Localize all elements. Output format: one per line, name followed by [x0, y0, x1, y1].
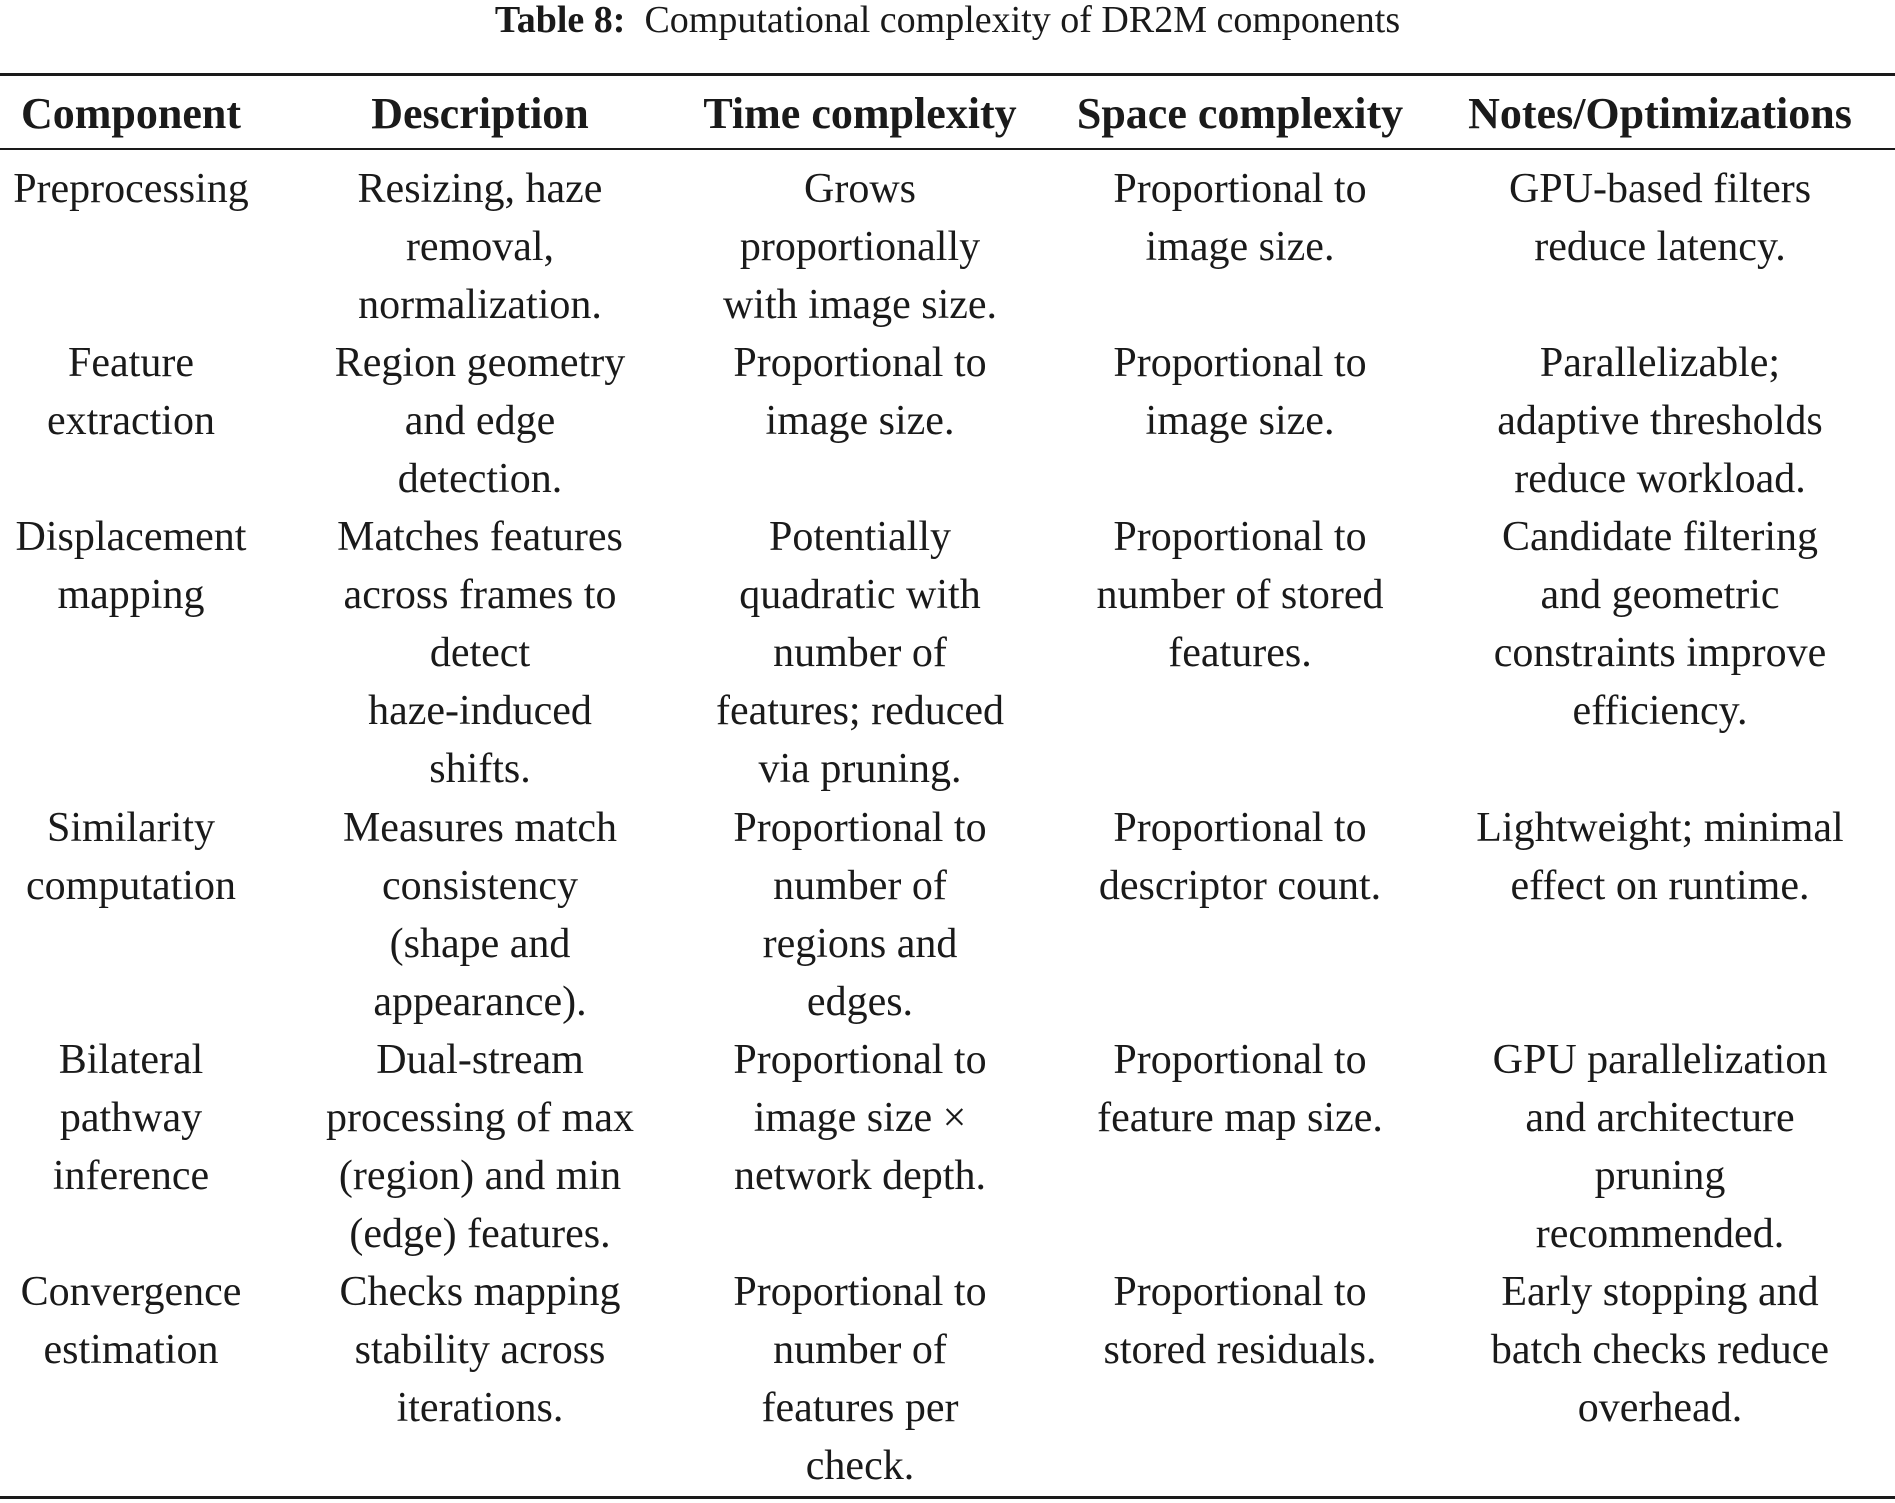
cell-time: Proportional to number of regions and edges. [733, 805, 987, 1025]
cell-time: Potentially quadratic with number of features; reduced via pruning. [716, 514, 1004, 792]
cell-description: Region geometry and edge detection. [334, 340, 626, 502]
cell-component: Bilateral pathway inference [52, 1037, 210, 1199]
bottom-rule [0, 1496, 1895, 1499]
top-rule [0, 73, 1895, 76]
cell-description: Dual-stream processing of max (region) and min (edge) features. [326, 1037, 634, 1257]
table-title: Computational complexity of DR2M components [644, 0, 1401, 41]
cell-space: Proportional to number of stored features. [1096, 514, 1384, 676]
cell-notes: GPU parallelization and architecture pruning recommended. [1492, 1037, 1828, 1257]
cell-space: Proportional to feature map size. [1097, 1037, 1383, 1141]
cell-space: Proportional to image size. [1113, 166, 1367, 270]
cell-space: Proportional to descriptor count. [1098, 805, 1382, 909]
cell-component: Displacement mapping [15, 514, 247, 618]
cell-time: Proportional to image size × network depth. [733, 1037, 987, 1199]
cell-notes: Candidate filtering and geometric constraints improve efficiency. [1493, 514, 1827, 734]
table-label: Table 8: [494, 0, 626, 41]
header-component: Component [20, 89, 242, 138]
cell-notes: Lightweight; minimal effect on runtime. [1476, 805, 1844, 909]
cell-notes: Early stopping and batch checks reduce overhead. [1490, 1269, 1830, 1431]
cell-space: Proportional to stored residuals. [1103, 1269, 1377, 1373]
cell-description: Resizing, haze removal, normalization. [357, 166, 603, 328]
cell-notes: GPU-based filters reduce latency. [1508, 166, 1812, 270]
header-description: Description [371, 89, 589, 138]
cell-component: Similarity computation [26, 805, 236, 909]
cell-description: Checks mapping stability across iterations. [339, 1269, 621, 1431]
table-caption [0, 0, 1895, 44]
cell-time: Proportional to number of features per check. [733, 1269, 987, 1489]
cell-notes: Parallelizable; adaptive thresholds reduce workload. [1497, 340, 1823, 502]
cell-description: Measures match consistency (shape and appearance). [342, 805, 618, 1025]
header-time-complexity: Time complexity [703, 89, 1017, 138]
cell-description: Matches features across frames to detect haze-induced shifts. [337, 514, 623, 792]
cell-component: Preprocessing [13, 166, 249, 212]
header-rule [0, 148, 1895, 150]
cell-time: Grows proportionally with image size. [722, 166, 998, 328]
header-notes: Notes/Optimizations [1468, 89, 1852, 138]
cell-component: Feature extraction [47, 340, 215, 444]
cell-space: Proportional to image size. [1113, 340, 1367, 444]
cell-component: Convergence estimation [20, 1269, 242, 1373]
header-space-complexity: Space complexity [1076, 89, 1404, 138]
cell-time: Proportional to image size. [733, 340, 987, 444]
